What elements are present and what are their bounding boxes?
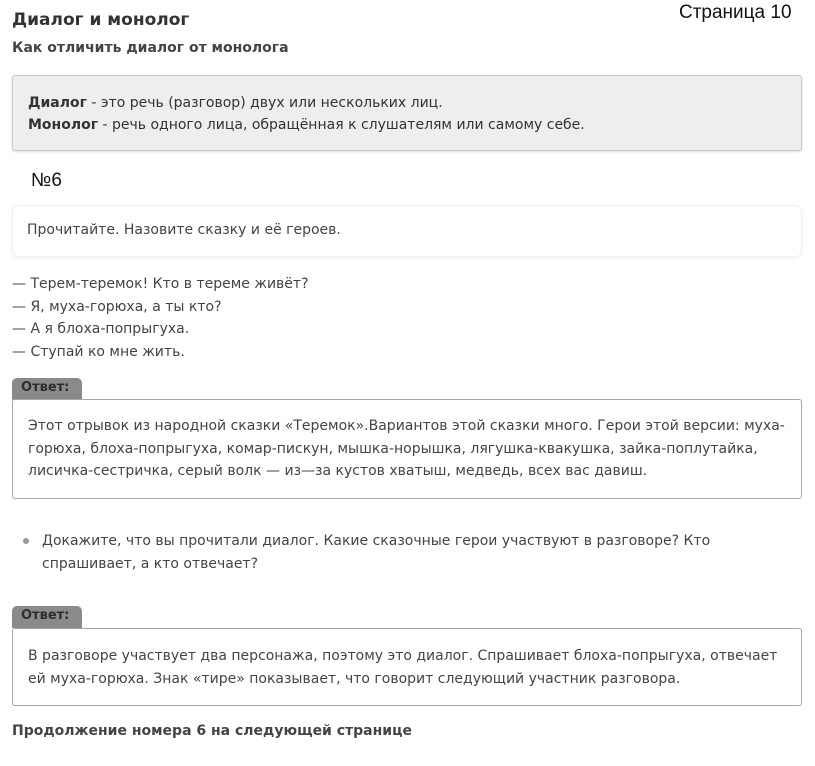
- answer-box: [12, 399, 802, 499]
- dialogue-excerpt: [12, 273, 309, 363]
- task-number: №6: [31, 170, 62, 191]
- answer-label: Ответ:: [12, 378, 82, 400]
- dialogue-line: — А я блоха-попрыгуха.: [12, 321, 190, 337]
- answer-line: Этот отрывок из народной сказки «Теремок».Вариантов этой сказки много. Герои этой версии: муха-: [28, 418, 785, 434]
- definition-box: [12, 75, 802, 151]
- dialogue-line: — Ступай ко мне жить.: [12, 343, 185, 360]
- answer-line: ей муха-горюха. Знак «тире» показывает, что говорит следующий участник разговора.: [28, 670, 681, 687]
- answer-line: лисичка-сестричка, серый волк — из—за кустов хватыш, медведь, всех вас давиш.: [28, 463, 648, 479]
- continuation-note: Продолжение номера 6 на следующей странице: [12, 723, 412, 739]
- dialog-text: - это речь (разговор) двух или нескольких лиц.: [86, 95, 443, 111]
- page-number: Страница 10: [679, 2, 792, 23]
- question-line: спрашивает, а кто отвечает?: [42, 555, 259, 572]
- answer-line: горюха, блоха-попрыгуха, комар-пискун, мышка-норышка, лягушка-квакушка, зайка-поплутайка,: [28, 440, 758, 457]
- dialogue-line: — Терем-теремок! Кто в тереме живёт?: [12, 276, 309, 292]
- answer-box: [12, 628, 802, 706]
- question-line: Докажите, что вы прочитали диалог. Какие сказочные герои участвуют в разговоре? Кто: [42, 533, 711, 549]
- monolog-term: Монолог: [28, 117, 99, 133]
- answer-label: Ответ:: [12, 606, 82, 628]
- dialog-definition: [28, 92, 801, 114]
- dialog-term: Диалог: [28, 95, 87, 111]
- dialogue-line: — Я, муха-горюха, а ты кто?: [12, 298, 222, 315]
- monolog-text: - речь одного лица, обращённая к слушателям или самому себе.: [98, 117, 585, 133]
- monolog-definition: [28, 114, 801, 136]
- page-subtitle: Как отличить диалог от монолога: [12, 40, 289, 56]
- instruction-box: [12, 205, 802, 257]
- page-title: Диалог и монолог: [12, 10, 190, 30]
- bullet-icon: [23, 538, 29, 544]
- question-bullet: [12, 530, 802, 575]
- answer-line: В разговоре участвует два персонажа, поэтому это диалог. Спрашивает блоха-попрыгуха, отвечает: [28, 648, 778, 664]
- instruction-text: Прочитайте. Назовите сказку и её героев.: [27, 222, 341, 238]
